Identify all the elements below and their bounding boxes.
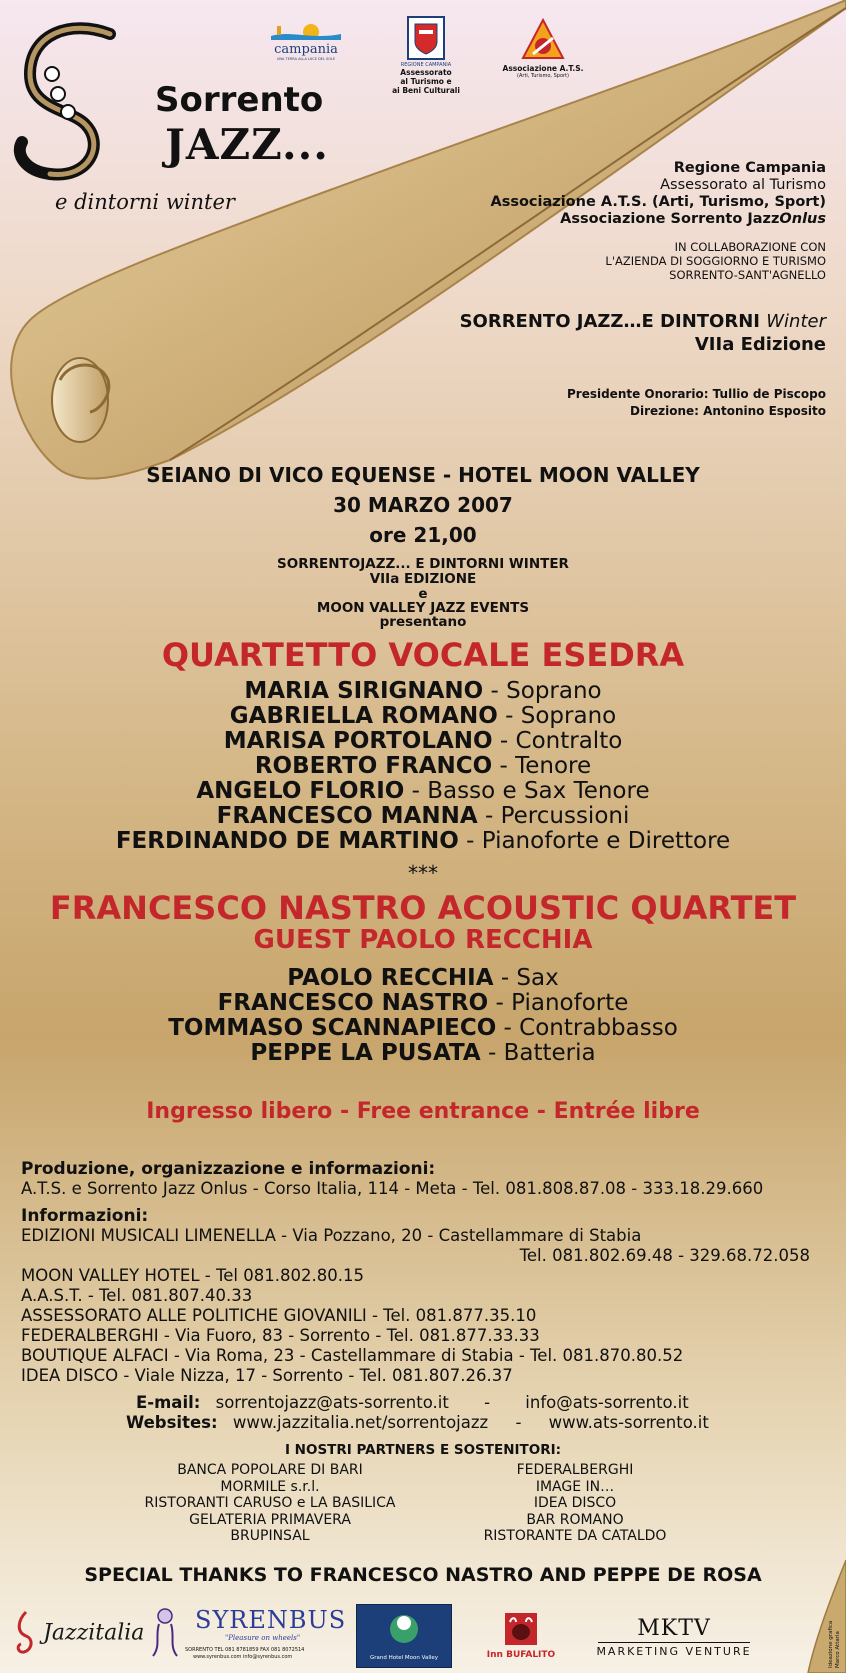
partners-right <box>460 1462 690 1545</box>
regione-caption-1: Assessorato <box>400 68 452 77</box>
organizer-onlus: Onlus <box>779 211 826 227</box>
syrenbus-tagline: "Pleasure on wheels" <box>225 1634 301 1642</box>
group2-member <box>0 1041 846 1066</box>
credit-line-1: Ideazione grafica <box>828 1620 834 1668</box>
member-role: - Soprano <box>483 678 602 704</box>
jazzitalia-logo <box>12 1610 144 1656</box>
regione-caption-2: al Turismo e <box>400 77 452 86</box>
presenters-3: e <box>418 586 428 602</box>
sun-landscape-icon <box>271 22 341 40</box>
member-role: - Batteria <box>480 1040 596 1066</box>
group1-title: QUARTETTO VOCALE ESEDRA <box>161 636 685 674</box>
email-1[interactable]: sorrentojazz@ats-sorrento.it <box>215 1393 449 1412</box>
bufalito-logo <box>476 1612 566 1664</box>
presenters-5: presentano <box>379 614 467 630</box>
member-role: - Tenore <box>492 753 592 779</box>
campania-logo <box>268 22 344 68</box>
syrenbus-name: SYRENBUS <box>195 1606 347 1634</box>
member-role: - Pianoforte <box>488 990 629 1016</box>
group1-member <box>0 829 846 854</box>
group2-title: FRANCESCO NASTRO ACOUSTIC QUARTET <box>49 889 797 927</box>
info-heading: Informazioni: <box>21 1206 149 1226</box>
group2-member <box>0 991 846 1016</box>
member-role: - Basso e Sax Tenore <box>404 778 650 804</box>
edition-winter: Winter <box>766 311 826 332</box>
organizer-assessorato: Assessorato al Turismo <box>660 177 826 193</box>
ats-name: Associazione A.T.S. <box>502 64 584 73</box>
mermaid-icon <box>145 1606 185 1658</box>
group2-members <box>0 966 846 1066</box>
jazzitalia-name: Jazzitalia <box>43 1620 145 1646</box>
info-line: FEDERALBERGHI - Via Fuoro, 83 - Sorrento - Tel. 081.877.33.33 <box>21 1326 540 1345</box>
group1-member <box>0 779 846 804</box>
moon-valley-name: Grand Hotel Moon Valley <box>369 1655 439 1661</box>
partner-item: RISTORANTE DA CATALDO <box>483 1528 667 1545</box>
organizer-regione: Regione Campania <box>673 160 826 176</box>
event-date: 30 MARZO 2007 <box>333 493 513 517</box>
member-name: FRANCESCO NASTRO <box>217 990 489 1016</box>
collab-line-2: L'AZIENDA DI SOGGIORNO E TURISMO <box>605 254 826 268</box>
event-time: ore 21,00 <box>369 523 477 547</box>
web-1[interactable]: www.jazzitalia.net/sorrentojazz <box>232 1413 489 1432</box>
organizer-sorrento-jazz-name: Associazione Sorrento Jazz <box>560 211 780 227</box>
syrenbus-contact-2: www.syrenbus.com info@syrenbus.com <box>193 1654 293 1660</box>
mktv-sub: MARKETING VENTURE <box>596 1645 752 1658</box>
member-name: TOMMASO SCANNAPIECO <box>168 1015 497 1041</box>
entrance: Ingresso libero - Free entrance - Entrée libre <box>146 1099 700 1124</box>
ats-logo <box>500 18 586 82</box>
collab-line-3: SORRENTO-SANT'AGNELLO <box>669 268 826 282</box>
group1-member <box>0 754 846 779</box>
info-line: IDEA DISCO - Viale Nizza, 17 - Sorrento - Tel. 081.807.26.37 <box>21 1366 513 1385</box>
member-name: PEPPE LA PUSATA <box>250 1040 481 1066</box>
email-label: E-mail: <box>136 1393 201 1412</box>
presenters-4: MOON VALLEY JAZZ EVENTS <box>316 600 530 616</box>
organizers-block <box>366 160 826 282</box>
syrenbus-contact-1: SORRENTO TEL 081 8781859 FAX 081 8072514 <box>185 1647 305 1653</box>
group2-member <box>0 966 846 991</box>
group1-member <box>0 804 846 829</box>
partners-left <box>120 1462 420 1545</box>
group1-member <box>0 679 846 704</box>
organizer-ats: Associazione A.T.S. (Arti, Turismo, Sport) <box>490 194 826 210</box>
production-heading: Produzione, organizzazione e informazioni: <box>21 1159 436 1179</box>
bufalito-name: Inn BUFALITO <box>486 1650 556 1660</box>
buffalo-icon <box>504 1612 538 1646</box>
president: Presidente Onorario: Tullio de Piscopo <box>566 387 826 401</box>
partner-item: BRUPINSAL <box>230 1528 310 1545</box>
saxophone-icon <box>10 14 130 184</box>
ats-sub: (Arti, Turismo, Sport) <box>517 73 569 79</box>
logo-sorrento: Sorrento <box>155 80 324 120</box>
edition-number: VIIa Edizione <box>694 334 826 355</box>
member-name: FERDINANDO DE MARTINO <box>115 828 459 854</box>
logo-jazz: JAZZ... <box>165 120 329 169</box>
regione-logo <box>388 16 464 96</box>
logo-dintorni: e dintorni winter <box>55 190 235 214</box>
syrenbus-logo <box>145 1606 345 1666</box>
member-role: - Percussioni <box>477 803 630 829</box>
member-name: FRANCESCO MANNA <box>216 803 478 829</box>
moon-valley-logo <box>356 1604 452 1668</box>
partners-heading: I NOSTRI PARTNERS E SOSTENITORI: <box>284 1442 562 1458</box>
production-line: A.T.S. e Sorrento Jazz Onlus - Corso Italia, 114 - Meta - Tel. 081.808.87.08 - 333.18.29.660 <box>21 1179 764 1198</box>
info-line: A.A.S.T. - Tel. 081.807.40.33 <box>21 1286 253 1305</box>
partner-item: IMAGE IN… <box>535 1478 615 1495</box>
special-thanks: SPECIAL THANKS TO FRANCESCO NASTRO AND PEPPE DE ROSA <box>84 1564 762 1586</box>
organizer-sorrento-jazz <box>366 211 826 228</box>
partner-item: IDEA DISCO <box>533 1495 617 1512</box>
member-name: ANGELO FLORIO <box>196 778 405 804</box>
mktv-name: MKTV <box>637 1616 711 1641</box>
web-label: Websites: <box>126 1413 218 1432</box>
email-dash: - <box>484 1393 491 1412</box>
info-edizioni-tel: Tel. 081.802.69.48 - 329.68.72.058 <box>519 1246 810 1265</box>
member-role: - Sax <box>493 965 559 991</box>
member-name: ROBERTO FRANCO <box>254 753 493 779</box>
member-name: GABRIELLA ROMANO <box>229 703 498 729</box>
partner-item: FEDERALBERGHI <box>516 1462 634 1478</box>
separator: *** <box>408 861 438 885</box>
mktv-divider <box>598 1642 750 1643</box>
presenters-1: SORRENTOJAZZ... E DINTORNI WINTER <box>277 556 569 572</box>
partner-item: BANCA POPOLARE DI BARI <box>177 1462 363 1478</box>
info-line: BOUTIQUE ALFACI - Via Roma, 23 - Castellammare di Stabia - Tel. 081.870.80.52 <box>21 1346 684 1365</box>
campania-name: campania <box>274 42 338 57</box>
moon-icon <box>384 1611 424 1647</box>
email-2[interactable]: info@ats-sorrento.it <box>525 1393 689 1412</box>
partner-item: GELATERIA PRIMAVERA <box>189 1511 351 1528</box>
web-dash: - <box>515 1413 522 1432</box>
group2-member <box>0 1016 846 1041</box>
group1-member <box>0 729 846 754</box>
director: Direzione: Antonino Esposito <box>630 404 826 418</box>
coat-of-arms-icon <box>407 16 445 60</box>
regione-label: REGIONE CAMPANIA <box>400 62 452 68</box>
group1-member <box>0 704 846 729</box>
edition-title-text: SORRENTO JAZZ…E DINTORNI <box>459 311 760 332</box>
edition-title <box>326 310 826 333</box>
clef-icon <box>12 1610 38 1656</box>
collab-line-1: IN COLLABORAZIONE CON <box>674 240 826 254</box>
info-edizioni: EDIZIONI MUSICALI LIMENELLA - Via Pozzano, 20 - Castellammare di Stabia <box>21 1226 642 1245</box>
campania-tagline: UNA TERRA ALLA LUCE DEL SOLE <box>276 57 336 61</box>
partner-item: BAR ROMANO <box>526 1511 624 1528</box>
member-name: MARIA SIRIGNANO <box>244 678 484 704</box>
info-line: MOON VALLEY HOTEL - Tel 081.802.80.15 <box>21 1266 364 1285</box>
partner-item: MORMILE s.r.l. <box>220 1478 320 1495</box>
member-role: - Contrabbasso <box>496 1015 678 1041</box>
member-role: - Pianoforte e Direttore <box>458 828 731 854</box>
member-name: MARISA PORTOLANO <box>223 728 493 754</box>
group2-subtitle: GUEST PAOLO RECCHIA <box>253 925 593 955</box>
member-role: - Soprano <box>497 703 617 729</box>
partner-item: RISTORANTI CARUSO e LA BASILICA <box>144 1495 396 1512</box>
graphic-credit <box>828 1621 841 1668</box>
web-2[interactable]: www.ats-sorrento.it <box>548 1413 709 1432</box>
member-name: PAOLO RECCHIA <box>287 965 494 991</box>
presenters-2: VIIa EDIZIONE <box>369 571 477 587</box>
email-row <box>136 1393 689 1413</box>
edition-block <box>326 310 826 356</box>
mktv-logo <box>574 1618 774 1658</box>
group1-members <box>0 679 846 854</box>
info-line: ASSESSORATO ALLE POLITICHE GIOVANILI - Tel. 081.877.35.10 <box>21 1306 537 1325</box>
credit-line-2: Marco Attaria <box>834 1631 841 1668</box>
event-venue: SEIANO DI VICO EQUENSE - HOTEL MOON VALLEY <box>146 463 700 487</box>
ats-emblem-icon <box>521 18 565 62</box>
direction-block <box>326 386 826 420</box>
regione-caption-3: ai Beni Culturali <box>392 86 460 95</box>
member-role: - Contralto <box>492 728 623 754</box>
web-row <box>126 1413 709 1433</box>
